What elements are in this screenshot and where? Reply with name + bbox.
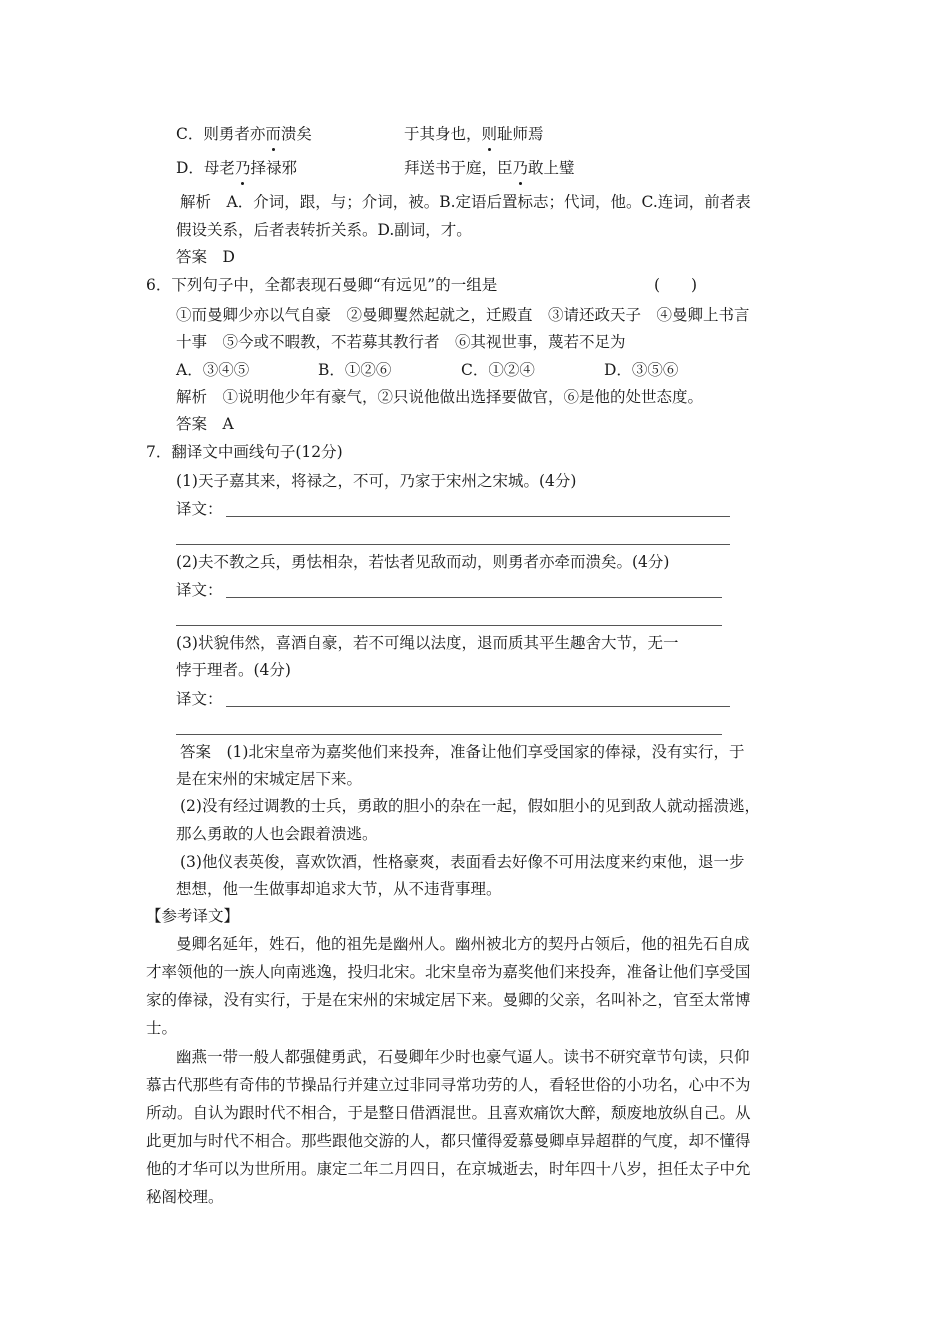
answer-line[interactable]	[176, 734, 722, 735]
q7-answer-3-line1: (3)他仪表英俊，喜欢饮酒，性格豪爽，表面看去好像不可用法度来约束他，退一步	[180, 853, 745, 871]
q6-analysis: 解析 ①说明他少年有豪气，②只说他做出选择要做官，⑥是他的处世态度。	[176, 388, 704, 406]
ref-p2-line3: 所动。自认为跟时代不相合，于是整日借酒混世。且喜欢痛饮大醉，颓废地放纵自己。从	[146, 1104, 751, 1122]
answer-line[interactable]	[226, 597, 722, 598]
q6-option-b: B．①②⑥	[318, 361, 392, 379]
emphasis-dot-char: 乃	[234, 159, 251, 177]
ref-p1-line4: 士。	[146, 1019, 178, 1037]
ref-p1-line2: 才率领他的一族人向南逃逸，投归北宋。北宋皇帝为嘉奖他们来投奔，准备让他们享受国	[146, 963, 751, 981]
answer-line[interactable]	[176, 625, 722, 626]
emphasis-dot-char: 则	[481, 125, 498, 143]
ref-p1-line1: 曼卿名延年，姓石，他的祖先是幽州人。幽州被北方的契丹占领后，他的祖先石自成	[176, 935, 750, 953]
q5-analysis-line2: 假设关系，后者表转折关系。D.副词，才。	[176, 221, 472, 239]
q7-answer-1-line2: 是在宋州的宋城定居下来。	[176, 770, 363, 788]
q6-option-a: A．③④⑤	[176, 361, 250, 379]
option-c-right: 于其身也，则耻师焉	[404, 125, 544, 143]
q6-answer-paren: ( )	[654, 276, 698, 294]
emphasis-dot-char: 乃	[512, 159, 529, 177]
q7-sentence-2: (2)夫不教之兵，勇怯相杂，若怯者见敌而动，则勇者亦牵而溃矣。(4分)	[176, 553, 670, 571]
ref-p2-line6: 秘阁校理。	[146, 1188, 224, 1206]
q6-stem: 6．下列句子中，全都表现石曼卿“有远见”的一组是	[146, 276, 498, 294]
emphasis-dot-char: 而	[265, 125, 281, 143]
q6-option-c: C．①②④	[461, 361, 535, 379]
translation-label: 译文：	[176, 500, 223, 518]
answer-line[interactable]	[226, 516, 730, 517]
ref-p2-line2: 慕古代那些有奇伟的节操品行并建立过非同寻常功劳的人，看轻世俗的小功名，心中不为	[146, 1076, 751, 1094]
option-d-right: 拜送书于庭，臣乃敢上璧	[404, 159, 575, 177]
ref-p2-line5: 他的才华可以为世所用。康定二年二月四日，在京城逝去，时年四十八岁，担任太子中允	[146, 1160, 751, 1178]
q5-analysis-line1: 解析 A．介词，跟，与；介词，被。B.定语后置标志；代词，他。C.连词，前者表	[180, 193, 751, 211]
q6-answer: 答案 A	[176, 415, 234, 433]
q5-answer: 答案 D	[176, 248, 235, 266]
ref-p2-line4: 此更加与时代不相合。那些跟他交游的人，都只懂得爱慕曼卿卓异超群的气度，却不懂得	[146, 1132, 751, 1150]
ref-p1-line3: 家的俸禄，没有实行，于是在宋州的宋城定居下来。曼卿的父亲，名叫补之，官至太常博	[146, 991, 751, 1009]
option-c-left: C．则勇者亦而溃矣	[176, 125, 312, 143]
q7-stem: 7．翻译文中画线句子(12分)	[146, 443, 343, 461]
q7-answer-3-line2: 想想，他一生做事却追求大节，从不违背事理。	[176, 880, 502, 898]
translation-label: 译文：	[176, 581, 223, 599]
q7-sentence-3-line1: (3)状貌伟然，喜酒自豪，若不可绳以法度，退而质其平生趣舍大节，无一	[176, 634, 679, 652]
reference-heading: 【参考译文】	[146, 907, 240, 925]
q6-items-line2: 十事 ⑤今或不暇教，不若募其教行者 ⑥其视世事，蔑若不足为	[176, 333, 626, 351]
q6-items-line1: ①而曼卿少亦以气自豪 ②曼卿矍然起就之，迁殿直 ③请还政天子 ④曼卿上书言	[176, 306, 750, 324]
ref-p2-line1: 幽燕一带一般人都强健勇武，石曼卿年少时也豪气逼人。读书不研究章节句读，只仰	[176, 1048, 750, 1066]
q7-answer-2-line2: 那么勇敢的人也会跟着溃逃。	[176, 825, 378, 843]
answer-line[interactable]	[176, 544, 730, 545]
q6-option-d: D．③⑤⑥	[604, 361, 679, 379]
answer-line[interactable]	[226, 706, 730, 707]
option-d-left: D．母老乃择禄邪	[176, 159, 297, 177]
q7-answer-1-line1: 答案 (1)北宋皇帝为嘉奖他们来投奔，准备让他们享受国家的俸禄，没有实行，于	[180, 743, 745, 761]
q7-answer-2-line1: (2)没有经过调教的士兵，勇敢的胆小的杂在一起，假如胆小的见到敌人就动摇溃逃，	[180, 797, 760, 815]
translation-label: 译文：	[176, 690, 223, 708]
q7-sentence-3-line2: 悖于理者。(4分)	[176, 661, 291, 679]
q7-sentence-1: (1)天子嘉其来，将禄之，不可，乃家于宋州之宋城。(4分)	[176, 472, 577, 490]
